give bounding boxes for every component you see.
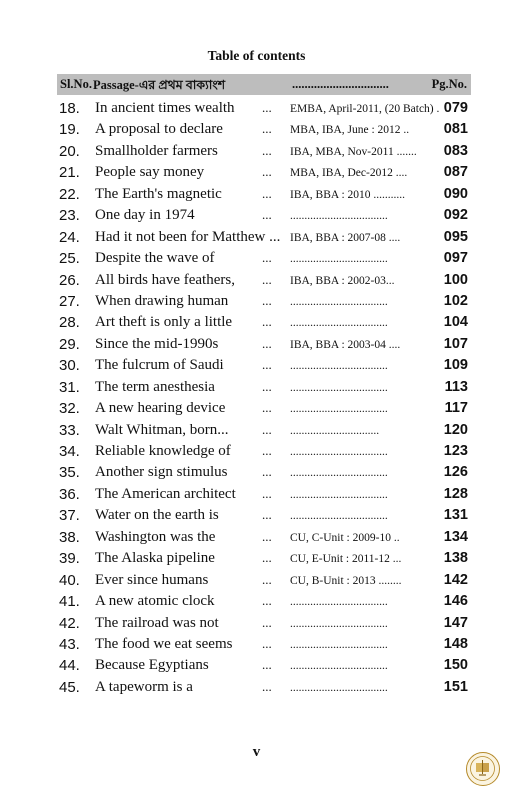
row-number: 27. (59, 292, 80, 310)
row-number: 37. (59, 507, 80, 525)
passage-opening: The food we eat seems (95, 635, 233, 652)
page-number-cell: 109 (443, 357, 468, 374)
passage-opening: Ever since humans (95, 571, 209, 588)
row-ellipsis: ... (262, 271, 272, 287)
page-number-cell: 117 (444, 400, 468, 417)
page-number-cell: 100 (443, 271, 468, 288)
passage-opening: The Alaska pipeline (95, 550, 215, 567)
page-number-cell: 087 (443, 164, 468, 181)
exam-source: CU, B-Unit : 2013 ........ (290, 574, 402, 587)
row-ellipsis: ... (262, 507, 272, 523)
exam-source: IBA, MBA, Nov-2011 ....... (290, 145, 417, 158)
page-number-cell: 123 (443, 443, 468, 459)
table-row (0, 119, 513, 140)
page-number-cell: 120 (443, 421, 468, 438)
row-ellipsis: ... (262, 335, 272, 351)
page-number-cell: 128 (443, 485, 468, 502)
passage-opening: Art theft is only a little (95, 314, 233, 331)
table-row (0, 312, 513, 333)
page-number-cell: 131 (443, 507, 468, 524)
exam-source: IBA, BBA : 2002-03... (290, 274, 395, 287)
exam-source: EMBA, April-2011, (20 Batch) . (290, 103, 440, 115)
passage-opening: Another sign stimulus (95, 464, 228, 481)
row-ellipsis: ... (262, 550, 272, 566)
exam-source: .................................. (290, 295, 388, 308)
row-ellipsis: ... (262, 635, 272, 651)
passage-opening: Reliable knowledge of (95, 443, 231, 459)
row-number: 20. (59, 142, 80, 160)
exam-source: IBA, BBA : 2003-04 .... (290, 338, 401, 351)
exam-source: IBA, BBA : 2007-08 .... (290, 231, 401, 244)
row-number: 21. (59, 164, 80, 182)
row-number: 25. (59, 250, 80, 268)
row-ellipsis: ... (262, 464, 272, 480)
page-number-cell: 081 (443, 121, 468, 138)
exam-source: .................................. (290, 596, 388, 609)
table-row (0, 398, 513, 419)
row-ellipsis: ... (262, 657, 272, 673)
table-row (0, 505, 513, 526)
row-number: 40. (59, 571, 80, 589)
row-ellipsis: ... (262, 443, 272, 458)
header-leader-dots: ............................... (292, 77, 389, 91)
table-row (0, 291, 513, 312)
table-row (0, 355, 513, 376)
row-number: 22. (59, 185, 80, 203)
passage-opening: A tapeworm is a (95, 678, 193, 695)
table-row (0, 420, 513, 441)
row-ellipsis: ... (262, 421, 272, 437)
row-number: 42. (59, 614, 80, 632)
page-number-cell: 148 (443, 635, 468, 652)
row-number: 45. (59, 678, 80, 696)
exam-source: MBA, IBA, June : 2012 .. (290, 124, 410, 137)
page-number-cell: 095 (443, 228, 468, 245)
exam-source: .................................. (290, 617, 388, 630)
passage-opening: Had it not been for Matthew ... (95, 228, 281, 245)
row-ellipsis: ... (262, 678, 272, 694)
row-number: 43. (59, 635, 80, 653)
passage-opening: A proposal to declare (95, 121, 223, 138)
page-number-cell: 107 (443, 335, 468, 352)
row-ellipsis: ... (262, 378, 272, 394)
row-ellipsis: ... (262, 292, 272, 308)
table-row (0, 655, 513, 676)
exam-source: .................................. (290, 467, 388, 480)
table-row (0, 570, 513, 591)
header-page-no: Pg.No. (431, 77, 467, 91)
row-ellipsis: ... (262, 614, 272, 630)
row-ellipsis: ... (262, 185, 272, 201)
table-row (0, 462, 513, 483)
page-number-cell: 147 (443, 614, 468, 631)
passage-opening: The fulcrum of Saudi (95, 357, 224, 374)
row-ellipsis: ... (262, 357, 272, 373)
passage-opening: When drawing human (95, 292, 229, 309)
row-number: 28. (59, 314, 80, 332)
row-number: 32. (59, 400, 80, 418)
row-number: 19. (59, 121, 80, 139)
row-number: 39. (59, 550, 80, 568)
table-row (0, 98, 513, 119)
table-row (0, 591, 513, 612)
passage-opening: A new atomic clock (95, 593, 215, 610)
row-number: 29. (59, 335, 80, 353)
row-ellipsis: ... (262, 485, 272, 501)
exam-source: .................................. (290, 403, 388, 416)
exam-source: .................................. (290, 488, 388, 501)
row-number: 33. (59, 421, 80, 439)
contents-list (0, 98, 513, 698)
page-number-cell: 083 (443, 142, 468, 159)
passage-opening: The Earth's magnetic (95, 185, 222, 202)
page-number-cell: 150 (443, 657, 468, 674)
table-row (0, 205, 513, 226)
table-row (0, 613, 513, 634)
page-number-cell: 146 (443, 593, 468, 610)
page-number-cell: 138 (443, 550, 468, 567)
exam-source: CU, C-Unit : 2009-10 .. (290, 531, 400, 544)
passage-opening: The railroad was not (95, 614, 219, 631)
publisher-seal-icon (466, 752, 500, 786)
page-number-cell: 134 (443, 528, 468, 545)
passage-opening: Walt Whitman, born... (95, 421, 229, 438)
exam-source: .................................. (290, 381, 388, 394)
exam-source: .................................. (290, 317, 388, 330)
page-number-cell: 142 (443, 571, 468, 588)
row-number: 35. (59, 464, 80, 482)
exam-source: .................................. (290, 360, 388, 373)
passage-opening: Since the mid-1990s (95, 335, 219, 352)
table-row (0, 527, 513, 548)
row-ellipsis: ... (262, 400, 272, 416)
header-sl-no: Sl.No. (60, 77, 92, 91)
table-row (0, 334, 513, 355)
row-ellipsis: ... (262, 121, 272, 137)
row-number: 31. (59, 378, 80, 396)
row-number: 18. (59, 100, 80, 117)
table-row (0, 270, 513, 291)
table-row (0, 548, 513, 569)
passage-opening: The term anesthesia (95, 378, 215, 395)
page-number-cell: 092 (443, 207, 468, 224)
exam-source: .................................. (290, 510, 388, 523)
row-number: 41. (59, 593, 80, 611)
row-ellipsis: ... (262, 528, 272, 544)
passage-opening: Despite the wave of (95, 250, 215, 267)
exam-source: .................................. (290, 660, 388, 673)
page-number-cell: 079 (443, 100, 468, 116)
exam-source: .................................. (290, 253, 388, 266)
passage-opening: Water on the earth is (95, 507, 219, 524)
row-ellipsis: ... (262, 100, 272, 115)
row-number: 36. (59, 485, 80, 503)
page-number: v (252, 744, 261, 760)
exam-source: .................................. (290, 681, 388, 694)
passage-opening: People say money (95, 164, 205, 181)
table-row (0, 248, 513, 269)
exam-source: .................................. (290, 210, 388, 223)
passage-opening: In ancient times wealth (95, 100, 235, 116)
row-number: 24. (59, 228, 80, 246)
row-number: 23. (59, 207, 80, 225)
page-number-cell: 113 (444, 378, 468, 395)
exam-source: .................................. (290, 446, 388, 458)
row-number: 44. (59, 657, 80, 675)
row-ellipsis: ... (262, 250, 272, 266)
exam-source: MBA, IBA, Dec-2012 .... (290, 167, 408, 180)
table-row (0, 677, 513, 698)
table-row (0, 227, 513, 248)
row-number: 34. (59, 443, 80, 460)
page-number-cell: 090 (443, 185, 468, 202)
exam-source: IBA, BBA : 2010 ........... (290, 188, 406, 201)
passage-opening: A new hearing device (95, 400, 226, 417)
passage-opening: The American architect (95, 485, 236, 502)
exam-source: ............................... (290, 424, 380, 437)
page-title: Table of contents (207, 48, 306, 63)
page-number-cell: 151 (443, 678, 468, 695)
passage-opening: Washington was the (95, 528, 216, 545)
table-row (0, 184, 513, 205)
table-row (0, 141, 513, 162)
row-ellipsis: ... (262, 164, 272, 180)
row-number: 30. (59, 357, 80, 375)
passage-opening: Smallholder farmers (95, 142, 218, 159)
row-ellipsis: ... (262, 593, 272, 609)
header-passage: Passage-এর প্রথম বাক্যাংশ (93, 78, 226, 92)
table-row (0, 634, 513, 655)
page-number-cell: 126 (443, 464, 468, 481)
row-ellipsis: ... (262, 142, 272, 158)
passage-opening: All birds have feathers, (95, 271, 235, 288)
row-ellipsis: ... (262, 207, 272, 223)
passage-opening: Because Egyptians (95, 657, 209, 674)
row-ellipsis: ... (262, 314, 272, 330)
table-row (0, 162, 513, 183)
table-row (0, 484, 513, 505)
table-row (0, 441, 513, 462)
page-number-cell: 104 (443, 314, 468, 331)
row-number: 26. (59, 271, 80, 289)
page-number-cell: 097 (443, 250, 468, 267)
exam-source: .................................. (290, 638, 388, 651)
page-number-cell: 102 (443, 292, 468, 309)
table-row (0, 377, 513, 398)
row-ellipsis: ... (262, 571, 272, 587)
passage-opening: One day in 1974 (95, 207, 195, 224)
row-number: 38. (59, 528, 80, 546)
table-header (57, 74, 471, 95)
exam-source: CU, E-Unit : 2011-12 ... (290, 553, 402, 566)
